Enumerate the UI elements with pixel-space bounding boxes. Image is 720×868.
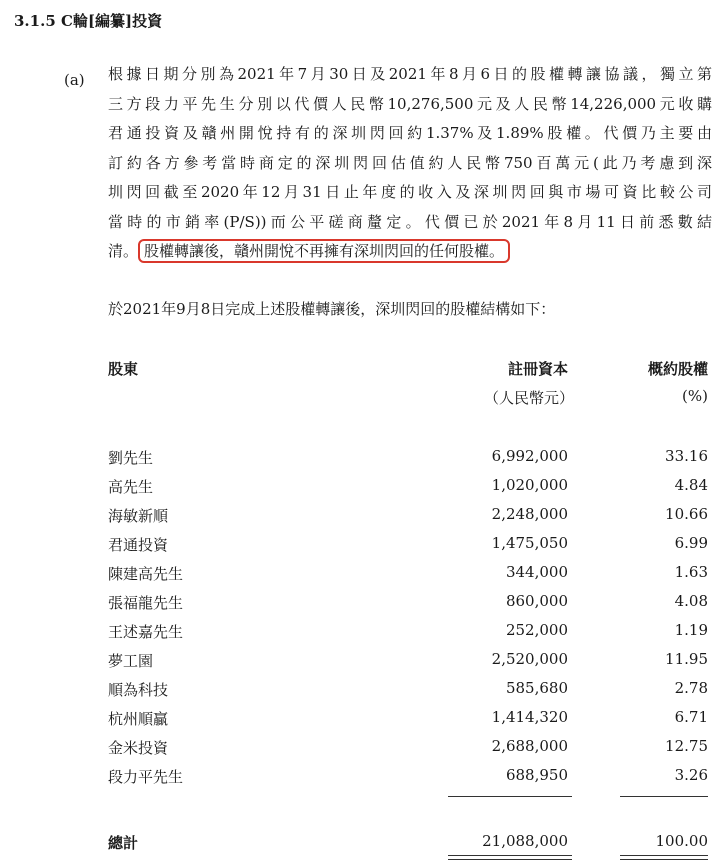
capital-value: 344,000 <box>505 563 568 581</box>
stake-value: 11.95 <box>665 650 708 668</box>
highlighted-sentence: 股權轉讓後，贛州開悅不再擁有深圳閃回的任何股權。 <box>138 239 510 263</box>
section-title: C輪[編纂]投資 <box>61 12 163 30</box>
table-row <box>108 650 708 679</box>
shareholder-name: 順為科技 <box>108 681 169 699</box>
stake-value: 6.71 <box>674 708 708 726</box>
table-row <box>108 476 708 505</box>
capital-subtotal-rule <box>448 796 572 797</box>
capital-value: 6,992,000 <box>491 447 568 465</box>
table-row <box>108 505 708 534</box>
paragraph-line: 當時的市銷率(P/S))而公平磋商釐定。代價已於2021年8月11日前悉數結 <box>108 212 712 231</box>
shareholder-name: 高先生 <box>108 478 154 496</box>
stake-value: 4.84 <box>674 476 708 494</box>
capital-value: 2,520,000 <box>491 650 568 668</box>
header-shareholder: 股東 <box>108 360 139 378</box>
stake-value: 10.66 <box>665 505 708 523</box>
capital-value: 585,680 <box>505 679 568 697</box>
shareholder-name: 劉先生 <box>108 449 154 467</box>
shareholder-name: 杭州順贏 <box>108 710 169 728</box>
shareholder-name: 段力平先生 <box>108 768 184 786</box>
capital-value: 2,248,000 <box>491 505 568 523</box>
capital-value: 252,000 <box>505 621 568 639</box>
shareholder-name: 張福龍先生 <box>108 594 184 612</box>
capital-value: 1,414,320 <box>491 708 568 726</box>
stake-value: 12.75 <box>665 737 708 755</box>
paragraph-label: (a) <box>64 71 85 89</box>
table-row <box>108 621 708 650</box>
table-row <box>108 534 708 563</box>
paragraph-line: 三方段力平先生分別以代價人民幣10,276,500元及人民幣14,226,000元收購 <box>108 94 712 113</box>
stake-subtotal-rule <box>620 796 708 797</box>
stake-value: 4.08 <box>674 592 708 610</box>
stake-value: 3.26 <box>674 766 708 784</box>
total-label: 總計 <box>108 834 139 852</box>
stake-value: 33.16 <box>665 447 708 465</box>
paragraph-line: 訂約各方參考當時商定的深圳閃回估值約人民幣750百萬元(此乃考慮到深 <box>108 153 712 172</box>
header-capital-unit: （人民幣元） <box>483 389 574 407</box>
paragraph-line: 圳閃回截至2020年12月31日止年度的收入及深圳閃回與市場可資比較公司 <box>108 183 712 201</box>
total-stake: 100.00 <box>655 832 708 850</box>
stake-value: 2.78 <box>674 679 708 697</box>
section-number: 3.1.5 <box>14 12 56 30</box>
section-heading <box>14 10 162 31</box>
stake-total-double-rule <box>620 855 708 860</box>
stake-value: 1.19 <box>674 621 708 639</box>
table-intro: 於2021年9月8日完成上述股權轉讓後，深圳閃回的股權結構如下： <box>108 300 556 318</box>
stake-value: 1.63 <box>674 563 708 581</box>
shareholder-name: 海敏新順 <box>108 507 169 525</box>
capital-total-double-rule <box>448 855 572 860</box>
header-stake-unit: (%) <box>682 387 708 405</box>
table-row <box>108 679 708 708</box>
shareholder-name: 王述嘉先生 <box>108 623 184 641</box>
table-row <box>108 708 708 737</box>
table-row <box>108 737 708 766</box>
shareholder-name: 陳建高先生 <box>108 565 184 583</box>
table-row <box>108 592 708 621</box>
shareholder-name: 金米投資 <box>108 739 169 757</box>
capital-value: 2,688,000 <box>491 737 568 755</box>
header-stake: 概約股權 <box>647 360 708 378</box>
shareholder-name: 夢工園 <box>108 652 154 670</box>
capital-value: 1,475,050 <box>491 534 568 552</box>
table-row <box>108 563 708 592</box>
paragraph-line: 根據日期分別為2021年7月30日及2021年8月6日的股權轉讓協議，獨立第 <box>108 65 712 83</box>
table-row <box>108 766 708 795</box>
paragraph-last-line <box>108 237 712 267</box>
paragraph-line: 君通投資及贛州開悅持有的深圳閃回約1.37%及1.89%股權。代價乃主要由 <box>108 124 712 142</box>
shareholder-name: 君通投資 <box>108 536 169 554</box>
capital-value: 860,000 <box>505 592 568 610</box>
paragraph-line-prefix: 清。 <box>108 242 139 260</box>
capital-value: 1,020,000 <box>491 476 568 494</box>
total-capital: 21,088,000 <box>482 832 568 850</box>
table-row <box>108 447 708 476</box>
capital-value: 688,950 <box>505 766 568 784</box>
stake-value: 6.99 <box>674 534 708 552</box>
header-capital: 註冊資本 <box>507 360 568 378</box>
paragraph-body <box>108 60 712 267</box>
